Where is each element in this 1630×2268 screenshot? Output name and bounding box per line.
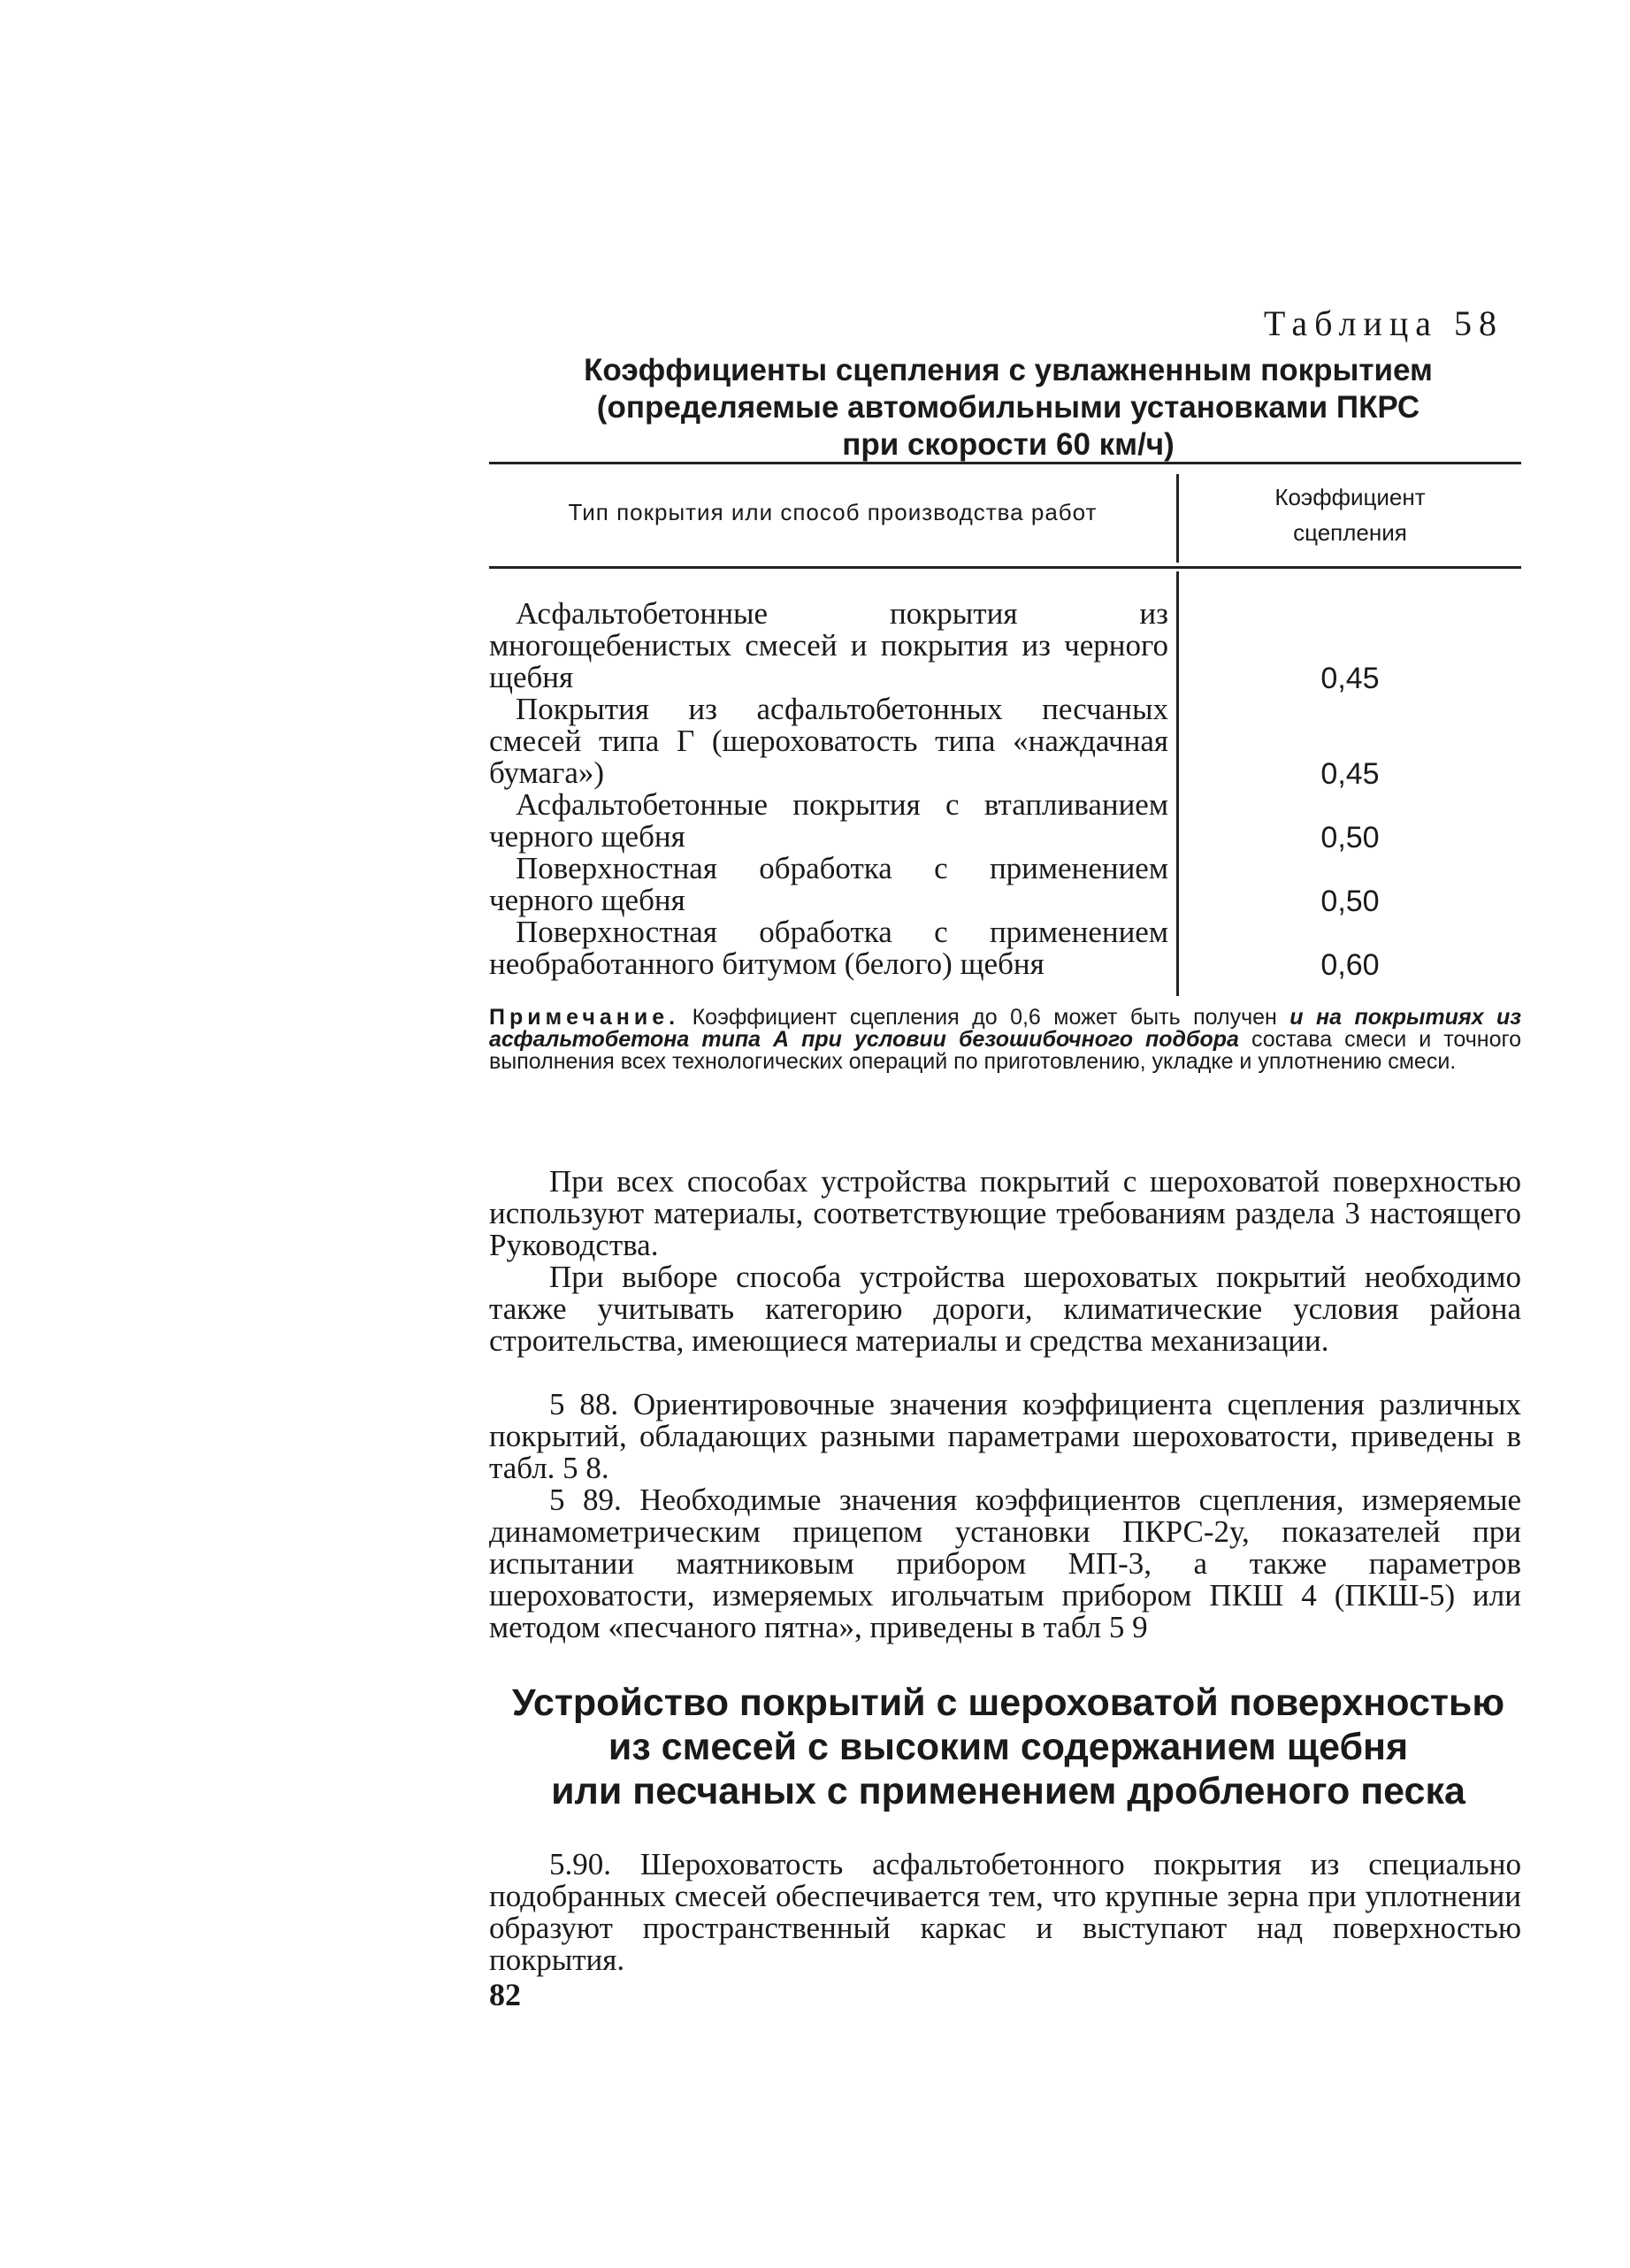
- table-label: Таблица 58: [1263, 303, 1504, 343]
- table-row-text: Асфальтобетонные покрытия из многощебенистых смесей и покрытия из черного щебня: [489, 596, 1168, 694]
- note-text: состава смеси и точного выполнения всех технологических операций по приготовлению, укладке и уплотнению смеси.: [489, 1027, 1521, 1074]
- table-top-rule: [489, 462, 1521, 464]
- paragraph-589: 5 89. Необходимые значения коэффициентов сцепления, измеряемые динамометрическим прицепом установки ПКРС-2у, показателей при испытании маятниковым прибором МП-3, а также параметров шероховатости, измеряемых игольчатым прибором ПКШ 4 (ПКШ-5) или методом «песчаного пятна», приведены в табл 5 9: [489, 1483, 1521, 1644]
- paragraph-588: 5 88. Ориентировочные значения коэффициента сцепления различных покрытий, обладающих разными параметрами шероховатости, приведены в табл. 5 8.: [489, 1387, 1521, 1485]
- table-title-line-2: (определяемые автомобильными установками ПКРС: [596, 390, 1420, 425]
- note-label: Примечание.: [489, 1005, 680, 1030]
- table-note: [489, 1007, 1521, 1073]
- table-row-value: 0,50: [1320, 885, 1380, 918]
- section-heading: [495, 1681, 1521, 1813]
- section-heading-line-2: из смесей с высоким содержанием щебня: [608, 1726, 1409, 1768]
- table-row-value: 0,45: [1320, 662, 1380, 695]
- paragraph: При выборе способа устройства шероховатых покрытий необходимо также учитывать категорию дороги, климатические условия района строительства, имеющиеся материалы и средства механизации.: [489, 1260, 1521, 1358]
- table-title-line-3: при скорости 60 км/ч): [842, 427, 1175, 462]
- header-bottom-rule: [489, 566, 1521, 569]
- table-row-value: 0,45: [1320, 757, 1380, 791]
- table-title: [495, 352, 1521, 464]
- table-row-value: 0,50: [1320, 821, 1380, 854]
- paragraph-590: 5.90. Шероховатость асфальтобетонного покрытия из специально подобранных смесей обеспечивается тем, что крупные зерна при уплотнении образуют пространственный каркас и выступают над поверхностью покрытия.: [489, 1847, 1521, 1977]
- header-type: Тип покрытия или способ производства работ: [568, 499, 1098, 525]
- section-heading-line-3: или песчаных с применением дробленого песка: [551, 1770, 1465, 1812]
- table-title-line-1: Коэффициенты сцепления с увлажненным покрытием: [584, 353, 1433, 387]
- table-row-value: 0,60: [1320, 948, 1380, 982]
- section-heading-line-1: Устройство покрытий с шероховатой поверхностью: [511, 1682, 1505, 1724]
- page-number: 82: [489, 1977, 521, 2012]
- note-text: Коэффициент сцепления до 0,6 может быть получен: [692, 1005, 1277, 1030]
- table-row-text: Поверхностная обработка с применением необработанного битумом (белого) щебня: [489, 915, 1168, 981]
- note-text-italic: и на покрытиях из асфальтобетона типа А при условии безошибочного подбора: [489, 1005, 1521, 1052]
- table-row-text: Покрытия из асфальтобетонных песчаных смесей типа Г (шероховатость типа «наждачная бумага»): [489, 692, 1168, 790]
- header-coefficient-line-2: сцепления: [1293, 519, 1407, 546]
- table-row-text: Асфальтобетонные покрытия с втапливанием черного щебня: [489, 787, 1168, 854]
- header-coefficient-line-1: Коэффициент: [1274, 484, 1426, 510]
- paragraph: При всех способах устройства покрытий с шероховатой поверхностью используют материалы, соответствующие требованиям раздела 3 настоящего Руководства.: [489, 1164, 1521, 1262]
- header-coefficient: [1179, 479, 1521, 550]
- table-row-text: Поверхностная обработка с применением черного щебня: [489, 851, 1168, 917]
